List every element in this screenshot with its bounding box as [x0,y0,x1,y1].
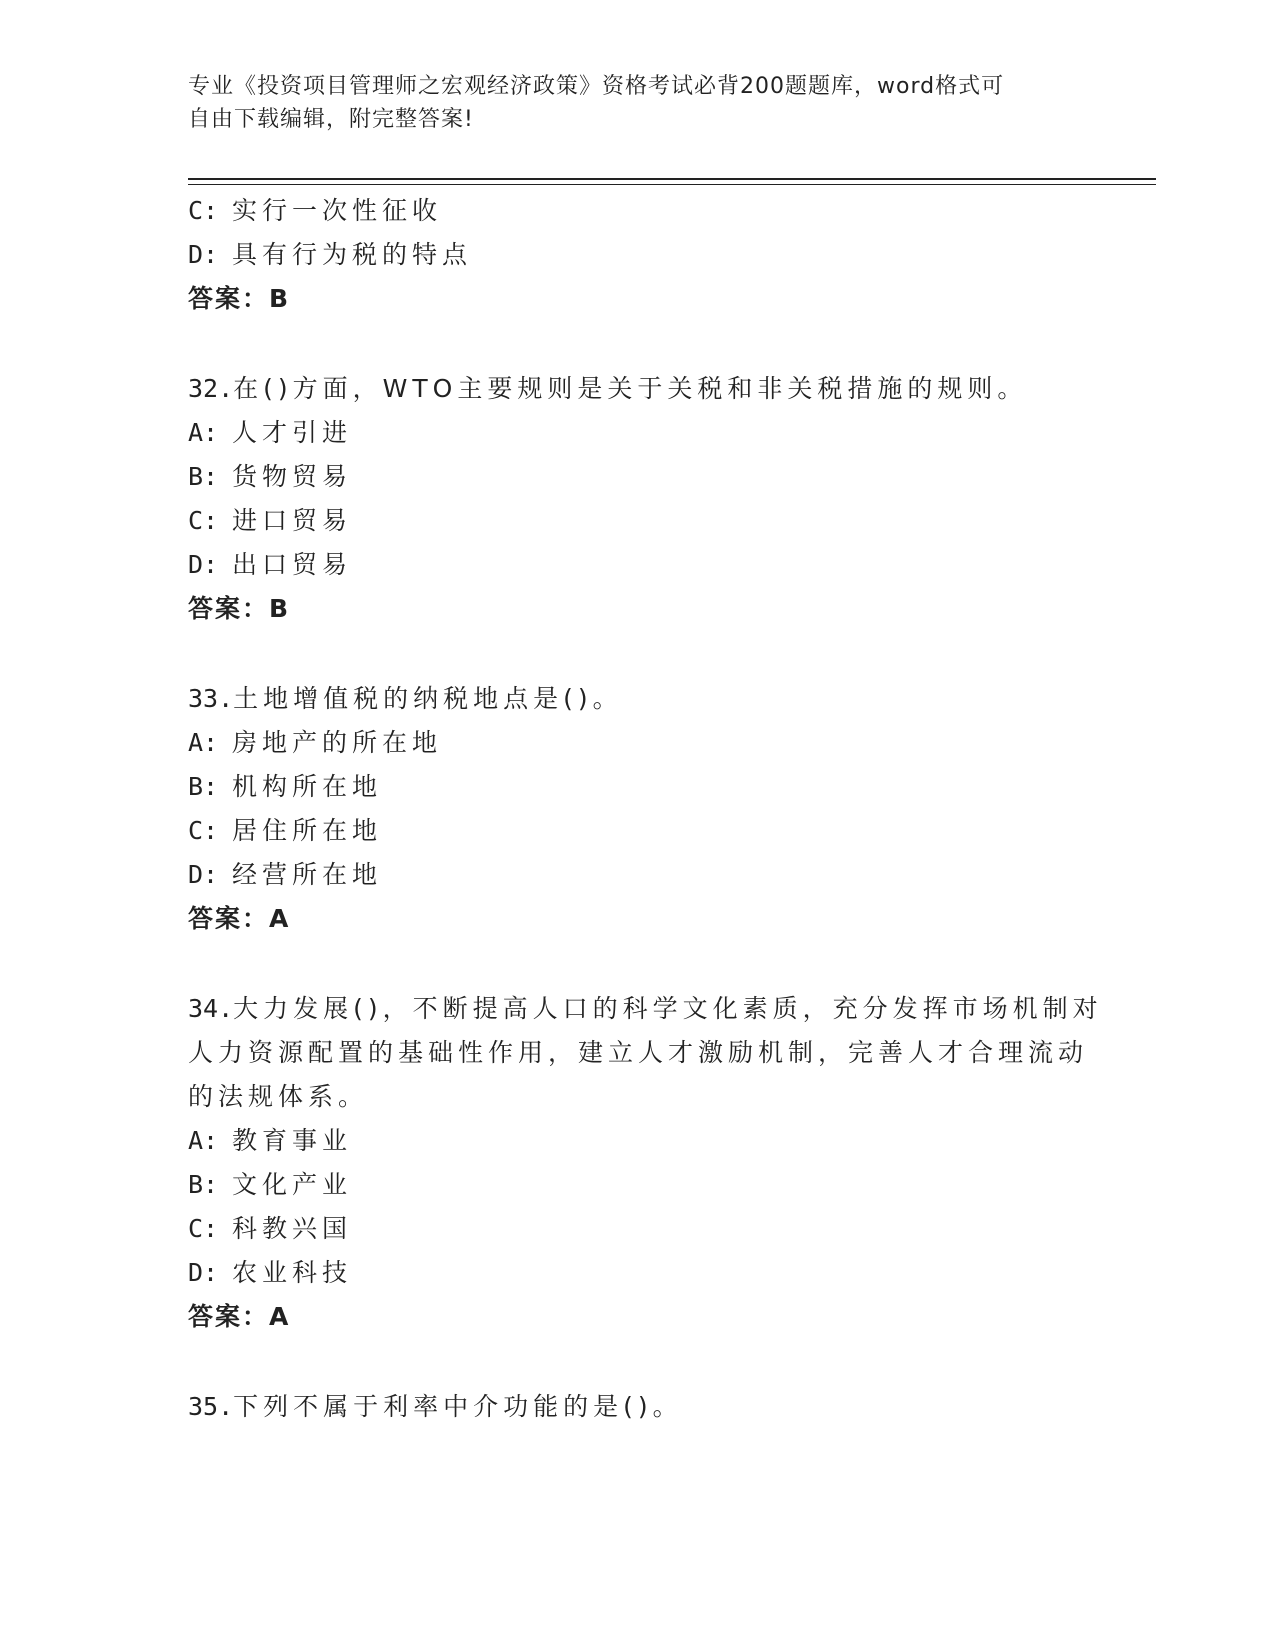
option-letter: B: [188,1170,219,1199]
q31-option-d [188,232,472,278]
option-text: 具有行为税的特点 [232,240,473,269]
option-text: 房地产的所在地 [232,728,443,757]
option-letter: D: [188,1258,219,1287]
header-line-1: 专业《投资项目管理师之宏观经济政策》资格考试必背200题题库，word格式可 [188,74,1005,99]
option-text: 实行一次性征收 [232,196,443,225]
q34-question-line-3: 的法规体系。 [188,1082,369,1111]
q34-option-b [188,1162,352,1208]
option-text: 机构所在地 [232,772,383,801]
option-text: 货物贸易 [232,462,353,491]
option-letter: D: [188,240,219,269]
question-number: 32. [188,374,234,403]
q34-answer: 答案：A [188,1302,291,1331]
option-letter: A: [188,1126,219,1155]
option-text: 出口贸易 [232,550,353,579]
header-divider-thick [188,178,1156,180]
option-text: 农业科技 [232,1258,353,1287]
option-text: 进口贸易 [232,506,353,535]
option-letter: C: [188,506,219,535]
q35-question [188,1384,683,1430]
question-text: 土地增值税的纳税地点是()。 [233,684,623,713]
document-header [188,70,1068,136]
q31-option-c [188,188,442,234]
option-text: 居住所在地 [232,816,383,845]
header-line-2: 自由下载编辑，附完整答案! [188,107,474,132]
q34-question-line-2: 人力资源配置的基础性作用，建立人才激励机制，完善人才合理流动 [188,1038,1089,1067]
question-text: 在()方面，WTO主要规则是关于关税和非关税措施的规则。 [233,374,1028,403]
q32-option-d [188,542,352,588]
q33-option-a [188,720,442,766]
q34-option-c [188,1206,352,1252]
option-letter: C: [188,196,219,225]
option-text: 经营所在地 [232,860,383,889]
option-text: 文化产业 [232,1170,353,1199]
q33-option-b [188,764,382,810]
option-letter: C: [188,1214,219,1243]
q34-question-line-1 [188,986,1103,1032]
question-number: 34. [188,994,234,1023]
option-letter: A: [188,728,219,757]
q34-option-a [188,1118,352,1164]
q32-option-c [188,498,352,544]
option-letter: D: [188,550,219,579]
option-text: 科教兴国 [232,1214,353,1243]
q34-option-d [188,1250,352,1296]
q32-question [188,366,1027,412]
q32-answer: 答案：B [188,594,291,623]
option-letter: D: [188,860,219,889]
option-letter: C: [188,816,219,845]
header-divider-thin [188,184,1156,185]
question-number: 35. [188,1392,234,1421]
question-number: 33. [188,684,234,713]
q33-option-d [188,852,382,898]
option-text: 教育事业 [232,1126,353,1155]
option-text: 人才引进 [232,418,353,447]
option-letter: A: [188,418,219,447]
q33-question [188,676,623,722]
option-letter: B: [188,462,219,491]
q32-option-a [188,410,352,456]
q33-option-c [188,808,382,854]
question-text: 下列不属于利率中介功能的是()。 [233,1392,683,1421]
q31-answer: 答案：B [188,284,291,313]
option-letter: B: [188,772,219,801]
q32-option-b [188,454,352,500]
q33-answer: 答案：A [188,904,291,933]
question-text: 大力发展()，不断提高人口的科学文化素质，充分发挥市场机制对 [233,994,1103,1023]
